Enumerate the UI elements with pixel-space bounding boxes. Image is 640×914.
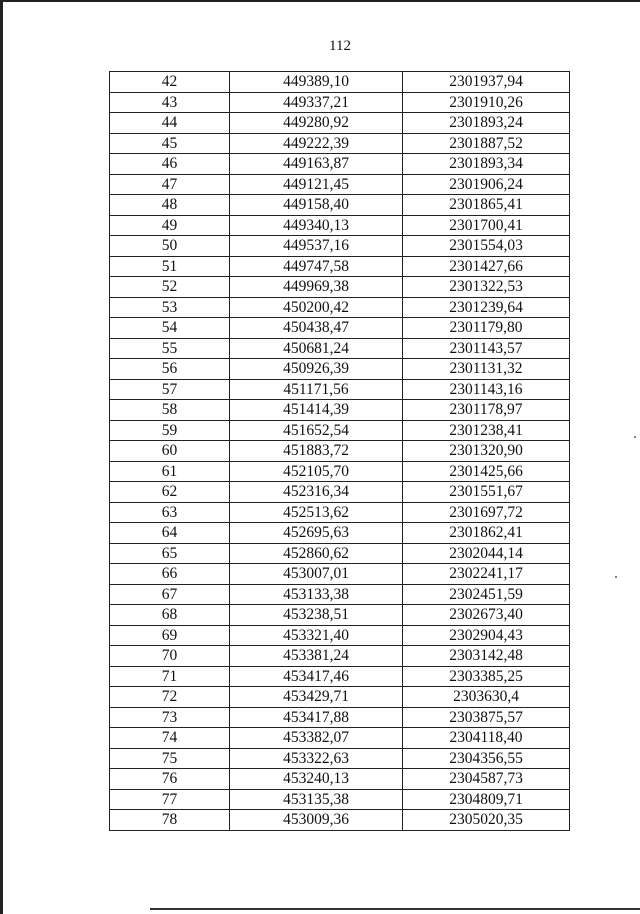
x-coordinate-cell: 453417,46 — [230, 666, 403, 687]
y-coordinate-cell: 2301554,03 — [403, 236, 570, 257]
x-coordinate-cell: 451414,39 — [230, 400, 403, 421]
y-coordinate-cell: 2303142,48 — [403, 646, 570, 667]
point-number-cell: 75 — [110, 748, 230, 769]
table-row — [110, 236, 570, 257]
point-number-cell: 44 — [110, 113, 230, 134]
y-coordinate-cell: 2304118,40 — [403, 728, 570, 749]
y-coordinate-cell: 2302904,43 — [403, 625, 570, 646]
point-number-cell: 71 — [110, 666, 230, 687]
point-number-cell: 47 — [110, 174, 230, 195]
table-row — [110, 605, 570, 626]
point-number-cell: 59 — [110, 420, 230, 441]
x-coordinate-cell: 451171,56 — [230, 379, 403, 400]
point-number-cell: 78 — [110, 810, 230, 831]
x-coordinate-cell: 452513,62 — [230, 502, 403, 523]
point-number-cell: 65 — [110, 543, 230, 564]
y-coordinate-cell: 2301179,80 — [403, 318, 570, 339]
y-coordinate-cell: 2301238,41 — [403, 420, 570, 441]
x-coordinate-cell: 452316,34 — [230, 482, 403, 503]
x-coordinate-cell: 453240,13 — [230, 769, 403, 790]
y-coordinate-cell: 2301427,66 — [403, 256, 570, 277]
x-coordinate-cell: 450926,39 — [230, 359, 403, 380]
table-row — [110, 133, 570, 154]
table-row — [110, 461, 570, 482]
y-coordinate-cell: 2301551,67 — [403, 482, 570, 503]
y-coordinate-cell: 2301906,24 — [403, 174, 570, 195]
table-row — [110, 420, 570, 441]
point-number-cell: 43 — [110, 92, 230, 113]
point-number-cell: 52 — [110, 277, 230, 298]
x-coordinate-cell: 449389,10 — [230, 72, 403, 93]
point-number-cell: 72 — [110, 687, 230, 708]
point-number-cell: 50 — [110, 236, 230, 257]
point-number-cell: 46 — [110, 154, 230, 175]
y-coordinate-cell: 2302044,14 — [403, 543, 570, 564]
table-row — [110, 318, 570, 339]
point-number-cell: 64 — [110, 523, 230, 544]
table-row — [110, 543, 570, 564]
table-row — [110, 113, 570, 134]
x-coordinate-cell: 453007,01 — [230, 564, 403, 585]
y-coordinate-cell: 2301937,94 — [403, 72, 570, 93]
point-number-cell: 54 — [110, 318, 230, 339]
table-row — [110, 789, 570, 810]
point-number-cell: 73 — [110, 707, 230, 728]
x-coordinate-cell: 450681,24 — [230, 338, 403, 359]
point-number-cell: 68 — [110, 605, 230, 626]
page-edge-bottom — [150, 908, 640, 910]
table-row — [110, 769, 570, 790]
x-coordinate-cell: 450438,47 — [230, 318, 403, 339]
y-coordinate-cell: 2301893,34 — [403, 154, 570, 175]
table-row — [110, 256, 570, 277]
x-coordinate-cell: 449969,38 — [230, 277, 403, 298]
point-number-cell: 55 — [110, 338, 230, 359]
point-number-cell: 61 — [110, 461, 230, 482]
point-number-cell: 76 — [110, 769, 230, 790]
point-number-cell: 49 — [110, 215, 230, 236]
x-coordinate-cell: 452860,62 — [230, 543, 403, 564]
y-coordinate-cell: 2305020,35 — [403, 810, 570, 831]
point-number-cell: 57 — [110, 379, 230, 400]
y-coordinate-cell: 2302451,59 — [403, 584, 570, 605]
point-number-cell: 58 — [110, 400, 230, 421]
x-coordinate-cell: 449747,58 — [230, 256, 403, 277]
point-number-cell: 70 — [110, 646, 230, 667]
y-coordinate-cell: 2301178,97 — [403, 400, 570, 421]
y-coordinate-cell: 2301887,52 — [403, 133, 570, 154]
x-coordinate-cell: 453381,24 — [230, 646, 403, 667]
point-number-cell: 53 — [110, 297, 230, 318]
table-row — [110, 338, 570, 359]
x-coordinate-cell: 453238,51 — [230, 605, 403, 626]
table-row — [110, 687, 570, 708]
table-row — [110, 297, 570, 318]
y-coordinate-cell: 2303630,4 — [403, 687, 570, 708]
x-coordinate-cell: 449158,40 — [230, 195, 403, 216]
table-row — [110, 748, 570, 769]
point-number-cell: 67 — [110, 584, 230, 605]
y-coordinate-cell: 2303875,57 — [403, 707, 570, 728]
y-coordinate-cell: 2301239,64 — [403, 297, 570, 318]
x-coordinate-cell: 449121,45 — [230, 174, 403, 195]
x-coordinate-cell: 449340,13 — [230, 215, 403, 236]
x-coordinate-cell: 452695,63 — [230, 523, 403, 544]
point-number-cell: 62 — [110, 482, 230, 503]
coordinates-table-body — [110, 72, 570, 831]
x-coordinate-cell: 449222,39 — [230, 133, 403, 154]
table-row — [110, 625, 570, 646]
point-number-cell: 45 — [110, 133, 230, 154]
y-coordinate-cell: 2303385,25 — [403, 666, 570, 687]
y-coordinate-cell: 2301143,16 — [403, 379, 570, 400]
table-row — [110, 584, 570, 605]
table-row — [110, 92, 570, 113]
y-coordinate-cell: 2301865,41 — [403, 195, 570, 216]
y-coordinate-cell: 2301322,53 — [403, 277, 570, 298]
x-coordinate-cell: 453322,63 — [230, 748, 403, 769]
point-number-cell: 63 — [110, 502, 230, 523]
y-coordinate-cell: 2304809,71 — [403, 789, 570, 810]
point-number-cell: 51 — [110, 256, 230, 277]
page-edge-left — [0, 0, 3, 914]
table-row — [110, 502, 570, 523]
x-coordinate-cell: 449337,21 — [230, 92, 403, 113]
table-row — [110, 154, 570, 175]
y-coordinate-cell: 2301893,24 — [403, 113, 570, 134]
table-row — [110, 666, 570, 687]
x-coordinate-cell: 449163,87 — [230, 154, 403, 175]
table-row — [110, 441, 570, 462]
y-coordinate-cell: 2304587,73 — [403, 769, 570, 790]
x-coordinate-cell: 449280,92 — [230, 113, 403, 134]
coordinates-table — [109, 71, 570, 831]
point-number-cell: 56 — [110, 359, 230, 380]
table-row — [110, 564, 570, 585]
x-coordinate-cell: 450200,42 — [230, 297, 403, 318]
point-number-cell: 60 — [110, 441, 230, 462]
y-coordinate-cell: 2301862,41 — [403, 523, 570, 544]
table-row — [110, 400, 570, 421]
point-number-cell: 42 — [110, 72, 230, 93]
table-row — [110, 646, 570, 667]
y-coordinate-cell: 2302673,40 — [403, 605, 570, 626]
x-coordinate-cell: 453009,36 — [230, 810, 403, 831]
y-coordinate-cell: 2301320,90 — [403, 441, 570, 462]
point-number-cell: 69 — [110, 625, 230, 646]
y-coordinate-cell: 2301425,66 — [403, 461, 570, 482]
x-coordinate-cell: 451883,72 — [230, 441, 403, 462]
table-row — [110, 810, 570, 831]
x-coordinate-cell: 453321,40 — [230, 625, 403, 646]
page-number: 112 — [329, 38, 351, 54]
table-row — [110, 195, 570, 216]
page-edge-top — [0, 0, 640, 2]
x-coordinate-cell: 452105,70 — [230, 461, 403, 482]
point-number-cell: 77 — [110, 789, 230, 810]
table-row — [110, 707, 570, 728]
y-coordinate-cell: 2301131,32 — [403, 359, 570, 380]
x-coordinate-cell: 453382,07 — [230, 728, 403, 749]
x-coordinate-cell: 453133,38 — [230, 584, 403, 605]
point-number-cell: 74 — [110, 728, 230, 749]
x-coordinate-cell: 449537,16 — [230, 236, 403, 257]
table-row — [110, 215, 570, 236]
scan-speck — [634, 436, 636, 438]
table-row — [110, 379, 570, 400]
x-coordinate-cell: 451652,54 — [230, 420, 403, 441]
point-number-cell: 48 — [110, 195, 230, 216]
table-row — [110, 72, 570, 93]
table-row — [110, 482, 570, 503]
table-row — [110, 523, 570, 544]
table-row — [110, 174, 570, 195]
y-coordinate-cell: 2301697,72 — [403, 502, 570, 523]
point-number-cell: 66 — [110, 564, 230, 585]
y-coordinate-cell: 2302241,17 — [403, 564, 570, 585]
y-coordinate-cell: 2304356,55 — [403, 748, 570, 769]
scan-speck — [615, 576, 617, 578]
table-row — [110, 277, 570, 298]
y-coordinate-cell: 2301910,26 — [403, 92, 570, 113]
x-coordinate-cell: 453429,71 — [230, 687, 403, 708]
table-row — [110, 728, 570, 749]
y-coordinate-cell: 2301700,41 — [403, 215, 570, 236]
x-coordinate-cell: 453417,88 — [230, 707, 403, 728]
y-coordinate-cell: 2301143,57 — [403, 338, 570, 359]
x-coordinate-cell: 453135,38 — [230, 789, 403, 810]
table-row — [110, 359, 570, 380]
